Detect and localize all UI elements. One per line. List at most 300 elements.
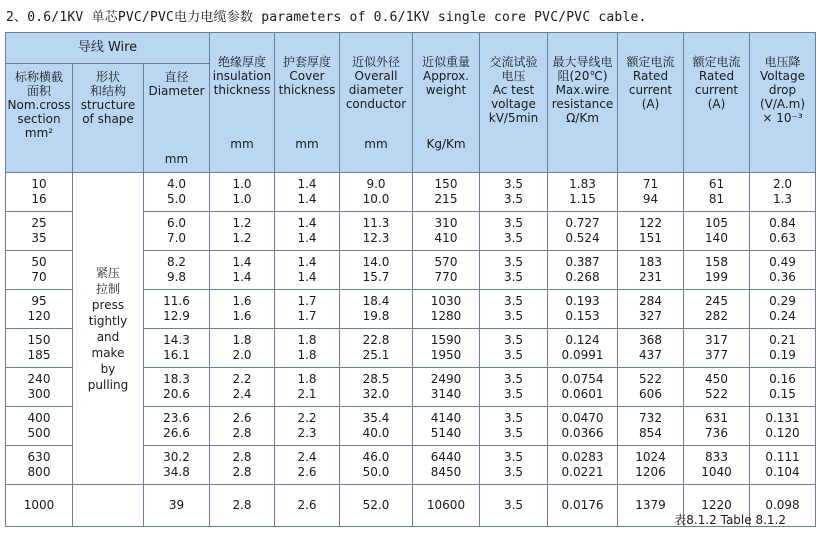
shape-line: make xyxy=(91,345,125,360)
cell-value: 3.5 xyxy=(503,465,524,479)
header-overall xyxy=(340,33,413,173)
cell-value: 34.8 xyxy=(163,465,190,479)
cell-value: 1000 xyxy=(23,498,55,512)
cell-value: 1206 xyxy=(635,465,666,479)
cell-resistance xyxy=(548,173,618,212)
cell-insulation xyxy=(210,446,275,485)
cell-vdrop xyxy=(750,407,816,446)
cell-value: 800 xyxy=(27,465,51,479)
cell-value: 22.8 xyxy=(362,333,390,347)
cell-value: 0.24 xyxy=(769,309,796,323)
cell-value: 1280 xyxy=(430,309,462,323)
cell-value: 81 xyxy=(708,192,725,206)
cell-value: 1.4 xyxy=(232,255,252,269)
cell-value: 854 xyxy=(639,426,662,440)
cell-value: 140 xyxy=(705,231,728,245)
cell-value: 150 xyxy=(434,177,458,191)
header-current-ground xyxy=(684,33,750,173)
cell-value: 0.16 xyxy=(769,372,796,386)
cell-value: 8.2 xyxy=(166,255,187,269)
cell-diameter xyxy=(144,368,210,407)
cell-weight xyxy=(413,290,480,329)
cell-current-air xyxy=(618,368,684,407)
cell-value: 0.0754 xyxy=(561,372,604,386)
cell-value: 2.2 xyxy=(232,372,252,386)
cell-value: 20.6 xyxy=(163,387,190,401)
cell-value: 6440 xyxy=(430,450,462,464)
cell-value: 0.124 xyxy=(565,333,600,347)
cell-value: 0.111 xyxy=(765,450,800,464)
cell-value: 770 xyxy=(434,270,458,284)
cell-value: 15.7 xyxy=(362,270,390,284)
cell-value: 1.4 xyxy=(297,177,317,191)
cell-value: 400 xyxy=(27,411,51,425)
cell-cover xyxy=(275,290,340,329)
cell-value: 95 xyxy=(31,294,47,308)
cell-section xyxy=(6,212,73,251)
cell-section xyxy=(6,329,73,368)
cell-value: 215 xyxy=(434,192,458,206)
cell-value: 3.5 xyxy=(503,411,524,425)
cell-value: 3.5 xyxy=(503,372,524,386)
cell-value: 0.098 xyxy=(765,498,800,512)
cell-value: 16 xyxy=(31,192,47,206)
cell-insulation xyxy=(210,368,275,407)
cell-value: 317 xyxy=(705,333,728,347)
cell-value: 732 xyxy=(639,411,662,425)
cell-cover xyxy=(275,251,340,290)
cell-value: 11.3 xyxy=(362,216,390,230)
cell-value: 105 xyxy=(705,216,728,230)
cell-cover xyxy=(275,446,340,485)
cell-value: 32.0 xyxy=(362,387,390,401)
cell-value: 0.19 xyxy=(769,348,796,362)
header-line: 交流试验 xyxy=(489,54,538,69)
cell-value: 2.6 xyxy=(232,411,252,425)
cell-overall xyxy=(340,407,413,446)
cell-value: 3.5 xyxy=(503,192,524,206)
cell-value: 3.5 xyxy=(503,450,524,464)
cell-current-air xyxy=(618,446,684,485)
cell-cover xyxy=(275,212,340,251)
cell-value: 1.8 xyxy=(297,348,317,362)
cell-vdrop xyxy=(750,173,816,212)
cable-parameters-table xyxy=(5,32,816,527)
shape-line: by xyxy=(100,361,116,376)
cell-value: 3.5 xyxy=(503,294,524,308)
cell-value: 28.5 xyxy=(362,372,390,386)
cell-diameter xyxy=(144,251,210,290)
cell-value: 0.193 xyxy=(565,294,600,308)
header-line: thickness xyxy=(278,82,336,97)
header-line: current xyxy=(628,82,673,97)
cell-section xyxy=(6,446,73,485)
cell-value: 833 xyxy=(705,450,728,464)
cell-diameter xyxy=(144,290,210,329)
cell-value: 7.0 xyxy=(166,231,187,245)
cell-current-air xyxy=(618,251,684,290)
header-line: conductor xyxy=(345,96,407,111)
header-line: Voltage xyxy=(759,68,805,83)
cell-value: 410 xyxy=(434,231,458,245)
shape-line: and xyxy=(96,329,120,344)
cell-value: 1.8 xyxy=(232,333,252,347)
cell-insulation xyxy=(210,251,275,290)
cell-value: 10 xyxy=(31,177,47,191)
cell-value: 35.4 xyxy=(362,411,390,425)
header-line: mm² xyxy=(24,126,54,140)
cell-value: 0.0470 xyxy=(561,411,604,425)
cell-value: 1.8 xyxy=(297,333,317,347)
cell-actest xyxy=(480,290,548,329)
header-line: 电压 xyxy=(501,68,526,83)
cell-value: 2.0 xyxy=(772,177,793,191)
header-weight xyxy=(413,33,480,173)
cell-overall xyxy=(340,290,413,329)
cell-vdrop xyxy=(750,446,816,485)
cell-value: 1030 xyxy=(430,294,462,308)
cell-value: 1.4 xyxy=(297,270,317,284)
cell-value: 282 xyxy=(705,309,728,323)
cell-value: 40.0 xyxy=(362,426,390,440)
cell-weight xyxy=(413,173,480,212)
cell-value: 0.0991 xyxy=(561,348,604,362)
cell-value: 39 xyxy=(168,498,185,512)
cell-resistance xyxy=(548,368,618,407)
header-wire: 导线 Wire xyxy=(6,33,210,64)
cell-value: 1.2 xyxy=(232,231,252,245)
cell-insulation xyxy=(210,407,275,446)
header-line: drop xyxy=(768,82,797,97)
cell-value: 0.84 xyxy=(769,216,796,230)
cell-section xyxy=(6,368,73,407)
cell-resistance xyxy=(548,251,618,290)
cell-cover xyxy=(275,368,340,407)
cell-resistance xyxy=(548,212,618,251)
cell-vdrop xyxy=(750,251,816,290)
cell-value: 0.120 xyxy=(765,426,800,440)
page-title: 2、0.6/1KV 单芯PVC/PVC电力电缆参数 parameters of 0.6/1KV single core PVC/PVC cable. xyxy=(6,10,647,25)
cell-value: 46.0 xyxy=(362,450,390,464)
header-line: 额定电流 xyxy=(626,54,675,69)
cell-value: 245 xyxy=(705,294,728,308)
header-line: 额定电流 xyxy=(692,54,741,69)
cell-value: 30.2 xyxy=(163,450,190,464)
cell-value: 522 xyxy=(705,387,728,401)
cell-value: 0.727 xyxy=(565,216,600,230)
cell-value: 10600 xyxy=(426,498,466,512)
cell-value: 736 xyxy=(705,426,728,440)
cell-value: 0.104 xyxy=(765,465,800,479)
cell-value: 3.5 xyxy=(503,270,524,284)
cell-insulation xyxy=(210,173,275,212)
cell-value: 2490 xyxy=(430,372,462,386)
cell-value: 0.153 xyxy=(565,309,600,323)
cell-value: 310 xyxy=(434,216,458,230)
cell-actest xyxy=(480,329,548,368)
cell-resistance xyxy=(548,290,618,329)
cell-current-ground xyxy=(684,212,750,251)
cell-value: 570 xyxy=(434,255,458,269)
header-line: × 10⁻³ xyxy=(762,110,803,125)
cell-section xyxy=(6,485,73,527)
cell-value: 71 xyxy=(642,177,659,191)
cell-value: 368 xyxy=(639,333,662,347)
cell-value: 1.4 xyxy=(297,216,317,230)
header-diameter xyxy=(144,64,210,173)
header-cover xyxy=(275,33,340,173)
cell-value: 0.268 xyxy=(565,270,600,284)
cell-value: 26.6 xyxy=(163,426,190,440)
cell-vdrop xyxy=(750,290,816,329)
shape-cell xyxy=(73,173,144,485)
cell-diameter xyxy=(144,407,210,446)
cell-value: 199 xyxy=(705,270,728,284)
cell-value: 1.7 xyxy=(297,309,317,323)
cell-actest xyxy=(480,407,548,446)
cell-value: 1.6 xyxy=(232,294,252,308)
cell-value: 2.3 xyxy=(297,426,317,440)
cell-value: 158 xyxy=(705,255,728,269)
cell-value: 183 xyxy=(639,255,662,269)
cell-resistance xyxy=(548,329,618,368)
cell-value: 14.0 xyxy=(362,255,390,269)
cell-value: 0.29 xyxy=(769,294,796,308)
cell-overall xyxy=(340,368,413,407)
header-insulation xyxy=(210,33,275,173)
cell-value: 3.5 xyxy=(503,348,524,362)
header-line: mm xyxy=(164,152,189,166)
cell-value: 25 xyxy=(31,216,47,230)
cell-value: 1.8 xyxy=(297,372,317,386)
cell-current-ground xyxy=(684,368,750,407)
cell-weight xyxy=(413,485,480,527)
header-line: Ω/Km xyxy=(566,110,599,125)
header-line: Rated xyxy=(632,68,669,83)
cell-value: 300 xyxy=(27,387,51,401)
cell-value: 16.1 xyxy=(163,348,190,362)
cell-weight xyxy=(413,251,480,290)
cell-insulation xyxy=(210,485,275,527)
shape-line: pulling xyxy=(87,377,129,392)
cell-current-air xyxy=(618,173,684,212)
cell-value: 3.5 xyxy=(503,498,524,512)
table-body xyxy=(6,173,816,527)
cell-actest xyxy=(480,368,548,407)
header-actest xyxy=(480,33,548,173)
header-line: Diameter xyxy=(148,84,205,98)
cell-value: 11.6 xyxy=(163,294,190,308)
cell-section xyxy=(6,251,73,290)
cell-value: 1.4 xyxy=(232,270,252,284)
cell-overall xyxy=(340,212,413,251)
cell-current-ground xyxy=(684,251,750,290)
header-line: Approx. xyxy=(422,68,469,83)
cell-value: 0.387 xyxy=(565,255,600,269)
header-line: Cover xyxy=(289,68,325,83)
cell-value: 3140 xyxy=(430,387,462,401)
cell-value: 1.4 xyxy=(297,255,317,269)
cell-value: 1.0 xyxy=(232,177,252,191)
header-line: resistance xyxy=(551,96,614,111)
header-line: weight xyxy=(425,82,467,97)
cell-value: 522 xyxy=(639,372,662,386)
header-resistance xyxy=(548,33,618,173)
header-line: of shape xyxy=(82,112,134,126)
cell-value: 12.9 xyxy=(163,309,190,323)
header-line: mm xyxy=(295,136,319,151)
header-section xyxy=(6,64,73,173)
cell-value: 2.6 xyxy=(297,465,317,479)
cell-value: 2.8 xyxy=(232,450,252,464)
cell-value: 2.8 xyxy=(232,426,252,440)
cell-diameter xyxy=(144,446,210,485)
cell-overall xyxy=(340,446,413,485)
cell-insulation xyxy=(210,329,275,368)
header-line: kV/5min xyxy=(488,110,539,125)
cell-value: 2.0 xyxy=(232,348,252,362)
cell-value: 52.0 xyxy=(362,498,390,512)
cell-current-ground xyxy=(684,290,750,329)
cell-value: 0.0283 xyxy=(561,450,604,464)
cell-value: 0.63 xyxy=(769,231,796,245)
cell-resistance xyxy=(548,485,618,527)
header-line: section xyxy=(17,112,61,126)
cell-weight xyxy=(413,212,480,251)
cell-value: 1.7 xyxy=(297,294,317,308)
cell-insulation xyxy=(210,212,275,251)
shape-line: 紧压 xyxy=(95,265,120,280)
cell-diameter xyxy=(144,485,210,527)
cell-value: 450 xyxy=(705,372,728,386)
header-line: 直径 xyxy=(164,70,189,84)
cell-value: 70 xyxy=(31,270,47,284)
cell-value: 2.6 xyxy=(297,498,317,512)
cell-value: 9.8 xyxy=(166,270,187,284)
table-caption: 表8.1.2 Table 8.1.2 xyxy=(674,513,786,527)
cell-value: 25.1 xyxy=(362,348,390,362)
cell-value: 5140 xyxy=(430,426,462,440)
cell-actest xyxy=(480,212,548,251)
cell-actest xyxy=(480,251,548,290)
cell-value: 151 xyxy=(639,231,662,245)
cell-overall xyxy=(340,329,413,368)
cell-value: 630 xyxy=(27,450,51,464)
cell-value: 12.3 xyxy=(362,231,390,245)
cell-value: 0.524 xyxy=(565,231,600,245)
cell-value: 0.131 xyxy=(765,411,800,425)
cell-value: 122 xyxy=(639,216,662,230)
header-line: 最大导线电 xyxy=(552,54,613,69)
header-line: thickness xyxy=(213,82,271,97)
cell-value: 1220 xyxy=(701,498,732,512)
cell-value: 3.5 xyxy=(503,309,524,323)
header-line: 和结构 xyxy=(89,84,126,98)
cell-vdrop xyxy=(750,329,816,368)
cell-value: 0.0366 xyxy=(561,426,604,440)
header-line: 标称横截 xyxy=(14,70,63,84)
cell-value: 18.4 xyxy=(362,294,390,308)
cell-value: 120 xyxy=(27,309,51,323)
cell-insulation xyxy=(210,290,275,329)
cell-value: 2.4 xyxy=(297,450,317,464)
cell-value: 3.5 xyxy=(503,255,524,269)
header-current-air xyxy=(618,33,684,173)
cell-actest xyxy=(480,173,548,212)
header-line: 阻(20℃) xyxy=(557,68,608,83)
cell-value: 3.5 xyxy=(503,426,524,440)
cell-value: 2.8 xyxy=(232,498,252,512)
cell-current-ground xyxy=(684,407,750,446)
header-line: Kg/Km xyxy=(426,136,466,151)
header-line: 近似外径 xyxy=(351,54,400,69)
cell-section xyxy=(6,407,73,446)
cell-value: 500 xyxy=(27,426,51,440)
cell-section xyxy=(6,290,73,329)
cell-value: 377 xyxy=(705,348,728,362)
cell-value: 150 xyxy=(27,333,51,347)
header-line: Rated xyxy=(698,68,735,83)
cell-value: 3.5 xyxy=(503,177,524,191)
cell-value: 1.0 xyxy=(232,192,252,206)
cell-value: 18.3 xyxy=(163,372,190,386)
cell-value: 631 xyxy=(705,411,728,425)
cell-value: 0.0176 xyxy=(561,498,604,512)
cell-diameter xyxy=(144,212,210,251)
cell-value: 3.5 xyxy=(503,333,524,347)
header-line: Ac test xyxy=(492,82,535,97)
cell-value: 2.4 xyxy=(232,387,252,401)
cell-cover xyxy=(275,485,340,527)
cell-current-ground xyxy=(684,446,750,485)
header-line: voltage xyxy=(491,96,536,111)
cell-value: 1.15 xyxy=(569,192,596,206)
cell-section xyxy=(6,173,73,212)
cell-resistance xyxy=(548,407,618,446)
shape-cell-empty xyxy=(73,485,144,527)
cell-current-air xyxy=(618,290,684,329)
cell-value: 23.6 xyxy=(163,411,190,425)
header-shape xyxy=(73,64,144,173)
cell-value: 4.0 xyxy=(166,177,187,191)
cell-resistance xyxy=(548,446,618,485)
cell-value: 1.3 xyxy=(772,192,793,206)
cell-value: 606 xyxy=(639,387,662,401)
cell-overall xyxy=(340,251,413,290)
cell-value: 8450 xyxy=(430,465,462,479)
cell-diameter xyxy=(144,173,210,212)
cell-cover xyxy=(275,329,340,368)
cell-value: 0.21 xyxy=(769,333,796,347)
cell-current-air xyxy=(618,407,684,446)
cell-value: 2.2 xyxy=(297,411,317,425)
cell-value: 2.8 xyxy=(232,465,252,479)
cell-value: 1379 xyxy=(635,498,666,512)
cell-value: 240 xyxy=(27,372,51,386)
header-line: insulation xyxy=(212,68,272,83)
cell-value: 1590 xyxy=(430,333,462,347)
table-row xyxy=(6,173,816,212)
cell-actest xyxy=(480,485,548,527)
cell-value: 327 xyxy=(639,309,662,323)
cell-actest xyxy=(480,446,548,485)
cell-value: 0.15 xyxy=(769,387,796,401)
shape-line: press xyxy=(91,297,125,312)
cell-value: 2.1 xyxy=(297,387,317,401)
cell-current-air xyxy=(618,212,684,251)
header-line: mm xyxy=(364,136,388,151)
cell-value: 0.49 xyxy=(769,255,796,269)
